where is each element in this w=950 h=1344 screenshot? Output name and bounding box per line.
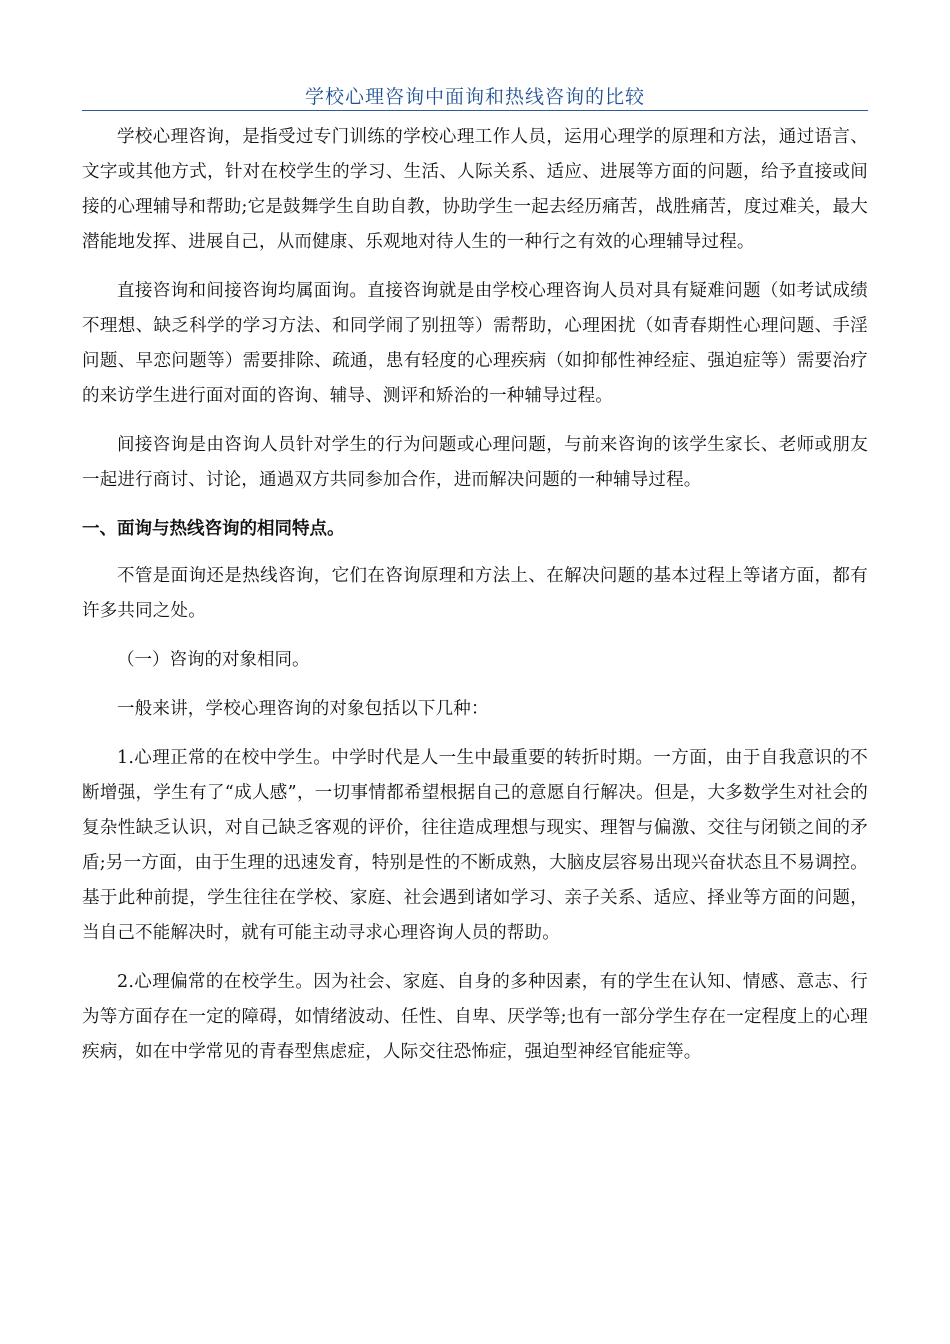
list-item-normal-students: 1.心理正常的在校中学生。中学时代是人一生中最重要的转折时期。一方面，由于自我意识的不断增强，学生有了“成人感”，一切事情都希望根据自己的意愿自行解决。但是，大多数学生对社会的复杂性缺乏认识，对自己缺乏客观的评价，往往造成理想与现实、理智与偏激、交往与闭锁之间的矛盾;另一方面，由于生理的迅速发育，特别是性的不断成熟，大脑皮层容易出现兴奋状态且不易调控。基于此种前提，学生往往在学校、家庭、社会遇到诸如学习、亲子关系、适应、择业等方面的问题，当自己不能解决时，就有可能主动寻求心理咨询人员的帮助。	[82, 748, 868, 943]
list-item-abnormal-students: 2.心理偏常的在校学生。因为社会、家庭、自身的多种因素，有的学生在认知、情感、意志、行为等方面存在一定的障碍，如情绪波动、任性、自卑、厌学等;也有一部分学生存在一定程度上的心理疾病，如在中学常见的青春型焦虑症，人际交往恐怖症，强迫型神经官能症等。	[82, 972, 868, 1062]
document-title: 学校心理咨询中面询和热线咨询的比较	[304, 86, 645, 108]
document-body	[82, 120, 868, 1084]
paragraph-intro-list: 一般来讲，学校心理咨询的对象包括以下几种：	[117, 699, 489, 719]
paragraph-common-points: 不管是面询还是热线咨询，它们在咨询原理和方法上、在解决问题的基本过程上等诸方面，都有许多共同之处。	[82, 566, 868, 621]
page-header	[82, 80, 868, 111]
section-heading: 一、面询与热线咨询的相同特点。	[82, 519, 345, 539]
subsection-heading: （一）咨询的对象相同。	[117, 650, 310, 670]
paragraph-definition: 学校心理咨询，是指受过专门训练的学校心理工作人员，运用心理学的原理和方法，通过语言、文字或其他方式，针对在校学生的学习、生活、人际关系、适应、进展等方面的问题，给予直接或间接的心理辅导和帮助;它是鼓舞学生自助自教，协助学生一起去经历痛苦，战胜痛苦，度过难关，最大潜能地发挥、进展自己，从而健康、乐观地对待人生的一种行之有效的心理辅导过程。	[82, 127, 868, 252]
paragraph-indirect-counseling: 间接咨询是由咨询人员针对学生的行为问题或心理问题，与前来咨询的该学生家长、老师或朋友一起进行商讨、讨论，通過双方共同参加合作，进而解决问题的一种辅导过程。	[82, 435, 868, 490]
paragraph-direct-counseling: 直接咨询和间接咨询均属面询。直接咨询就是由学校心理咨询人员对具有疑难问题（如考试成绩不理想、缺乏科学的学习方法、和同学闹了别扭等）需帮助，心理困扰（如青春期性心理问题、手淫问题、早恋问题等）需要排除、疏通，患有轻度的心理疾病（如抑郁性神经症、强迫症等）需要治疗的来访学生进行面对面的咨询、辅导、测评和矫治的一种辅导过程。	[82, 281, 868, 406]
